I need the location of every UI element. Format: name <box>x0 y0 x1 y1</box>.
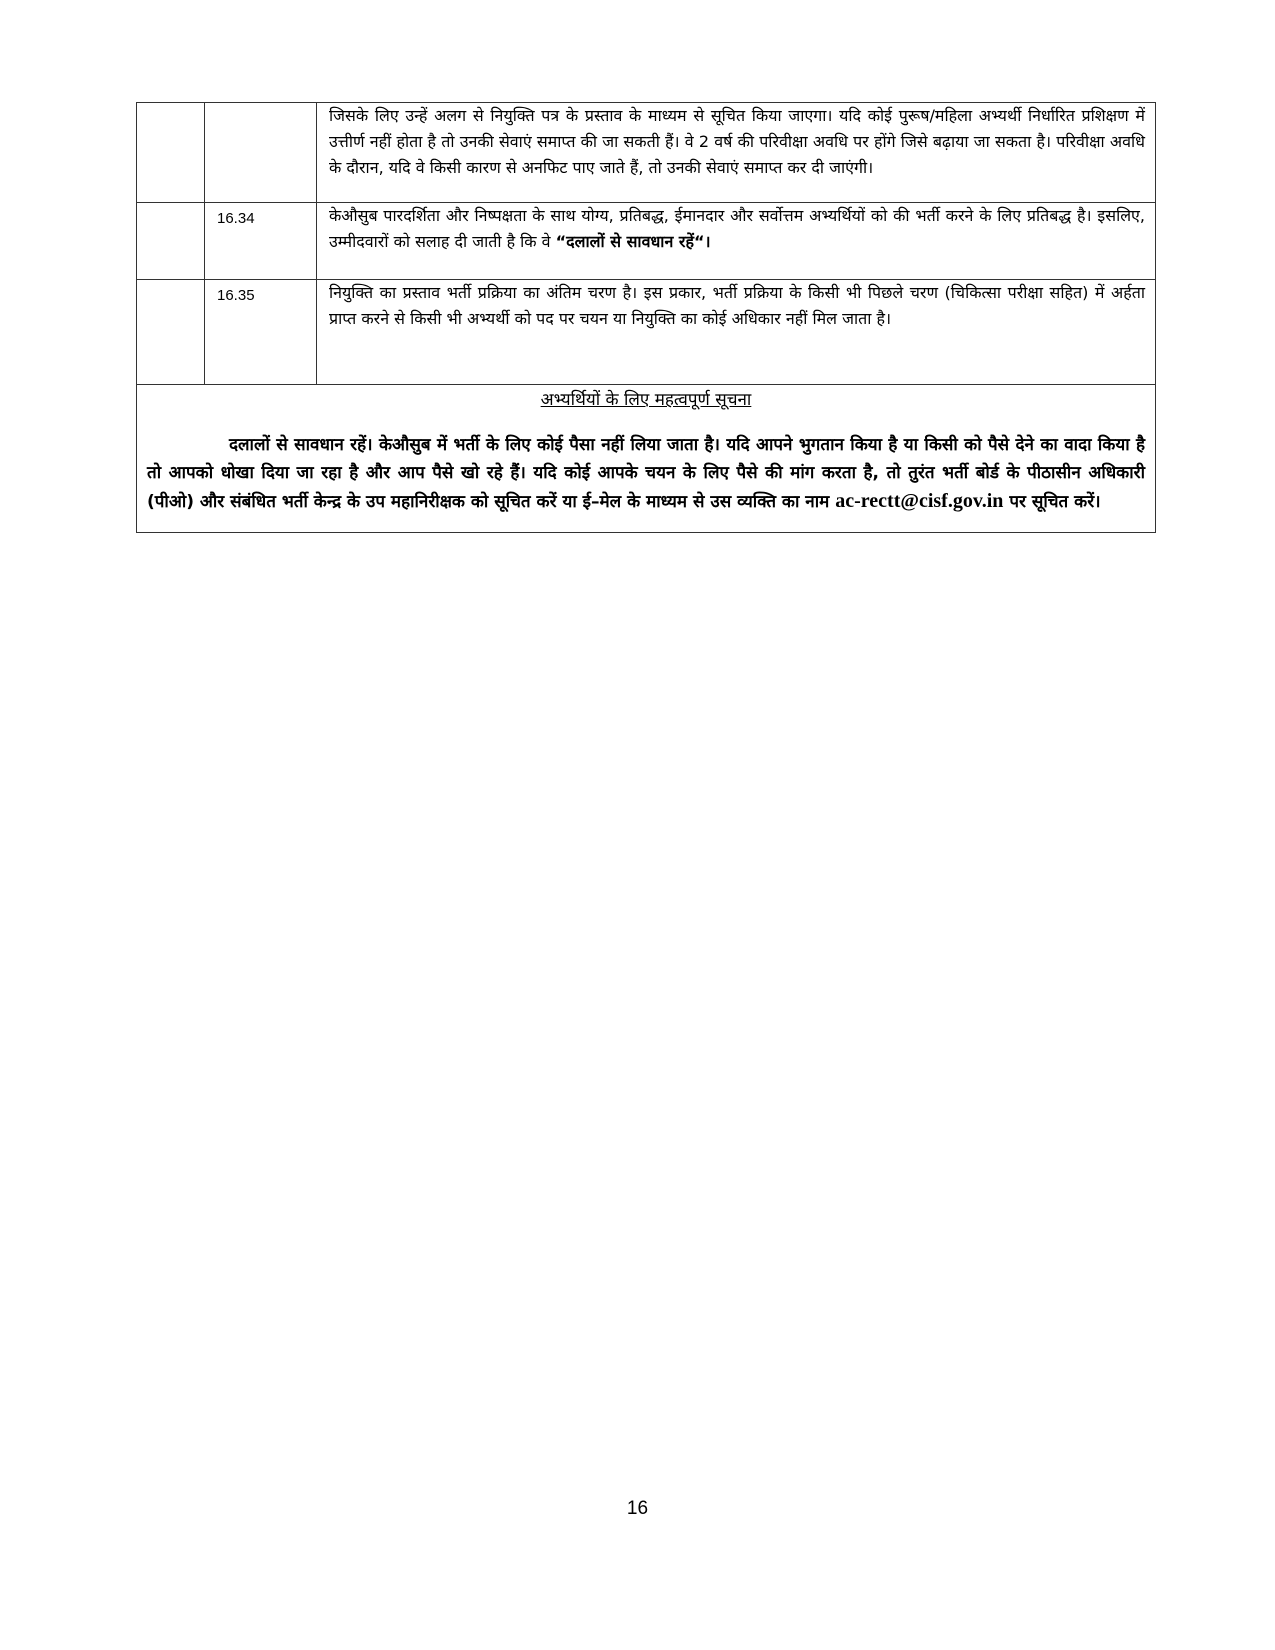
important-notice <box>137 385 1156 533</box>
recruitment-rules-table <box>136 102 1156 533</box>
page-number: 16 <box>626 1498 649 1519</box>
empty-cell <box>137 103 205 203</box>
empty-cell <box>137 203 205 280</box>
empty-cell <box>137 280 205 385</box>
clause-number <box>205 103 317 203</box>
email-address: ac-rectt@cisf.gov.in <box>835 490 1004 512</box>
clause-text-cell <box>317 203 1156 280</box>
clause-number: 16.35 <box>205 280 317 385</box>
clause-text: केऔसुब पारदर्शिता और निष्पक्षता के साथ योग्य, प्रतिबद्ध, ईमानदार और सर्वोत्तम अभ्यर्थियों को की भर्ती करने के लिए प्रतिबद्ध है। इसलिए, उम्मीदवारों को सलाह दी जाती है कि वे <box>329 206 1145 251</box>
notice-body <box>147 431 1145 516</box>
clause-number: 16.34 <box>205 203 317 280</box>
clause-text-bold: “दलालों से सावधान रहें“। <box>555 232 711 251</box>
table-row <box>137 280 1156 385</box>
notice-title: अभ्यर्थियों के लिए महत्वपूर्ण सूचना <box>540 390 752 410</box>
clause-text: नियुक्ति का प्रस्ताव भर्ती प्रक्रिया का अंतिम चरण है। इस प्रकार, भर्ती प्रक्रिया के किसी भी पिछले चरण (चिकित्सा परीक्षा सहित) में अर्हता प्राप्त करने से किसी भी अभ्यर्थी को पद पर चयन या नियुक्ति का कोई अधिकार नहीं मिल जाता है। <box>317 280 1156 385</box>
table-row <box>137 203 1156 280</box>
notice-row <box>137 385 1156 533</box>
table-row <box>137 103 1156 203</box>
notice-body-text: दलालों से सावधान रहें। केऔसुब में भर्ती के लिए कोई पैसा नहीं लिया जाता है। यदि आपने भुगतान किया है या किसी को पैसे देने का वादा किया है तो आपको धोखा दिया जा रहा है और आप पैसे खो रहे हैं। यदि कोई आपके चयन के लिए पैसे की मांग करता है, तो तुरंत भर्ती बोर्ड के पीठासीन अधिकारी (पीओ) और संबंधित भर्ती केन्द्र के उप महानिरीक्षक को सूचित करें या ई–मेल के माध्यम से उस व्यक्ति का नाम <box>147 435 1145 512</box>
clause-text: जिसके लिए उन्हें अलग से नियुक्ति पत्र के प्रस्ताव के माध्यम से सूचित किया जाएगा। यदि कोई पुरूष/महिला अभ्यर्थी निर्धारित प्रशिक्षण में उत्तीर्ण नहीं होता है तो उनकी सेवाएं समाप्त की जा सकती हैं। वे 2 वर्ष की परिवीक्षा अवधि पर होंगे जिसे बढ़ाया जा सकता है। परिवीक्षा अवधि के दौरान, यदि वे किसी कारण से अनफिट पाए जाते हैं, तो उनकी सेवाएं समाप्त कर दी जाएंगी। <box>317 103 1156 203</box>
notice-body-end: पर सूचित करें। <box>1003 492 1101 512</box>
